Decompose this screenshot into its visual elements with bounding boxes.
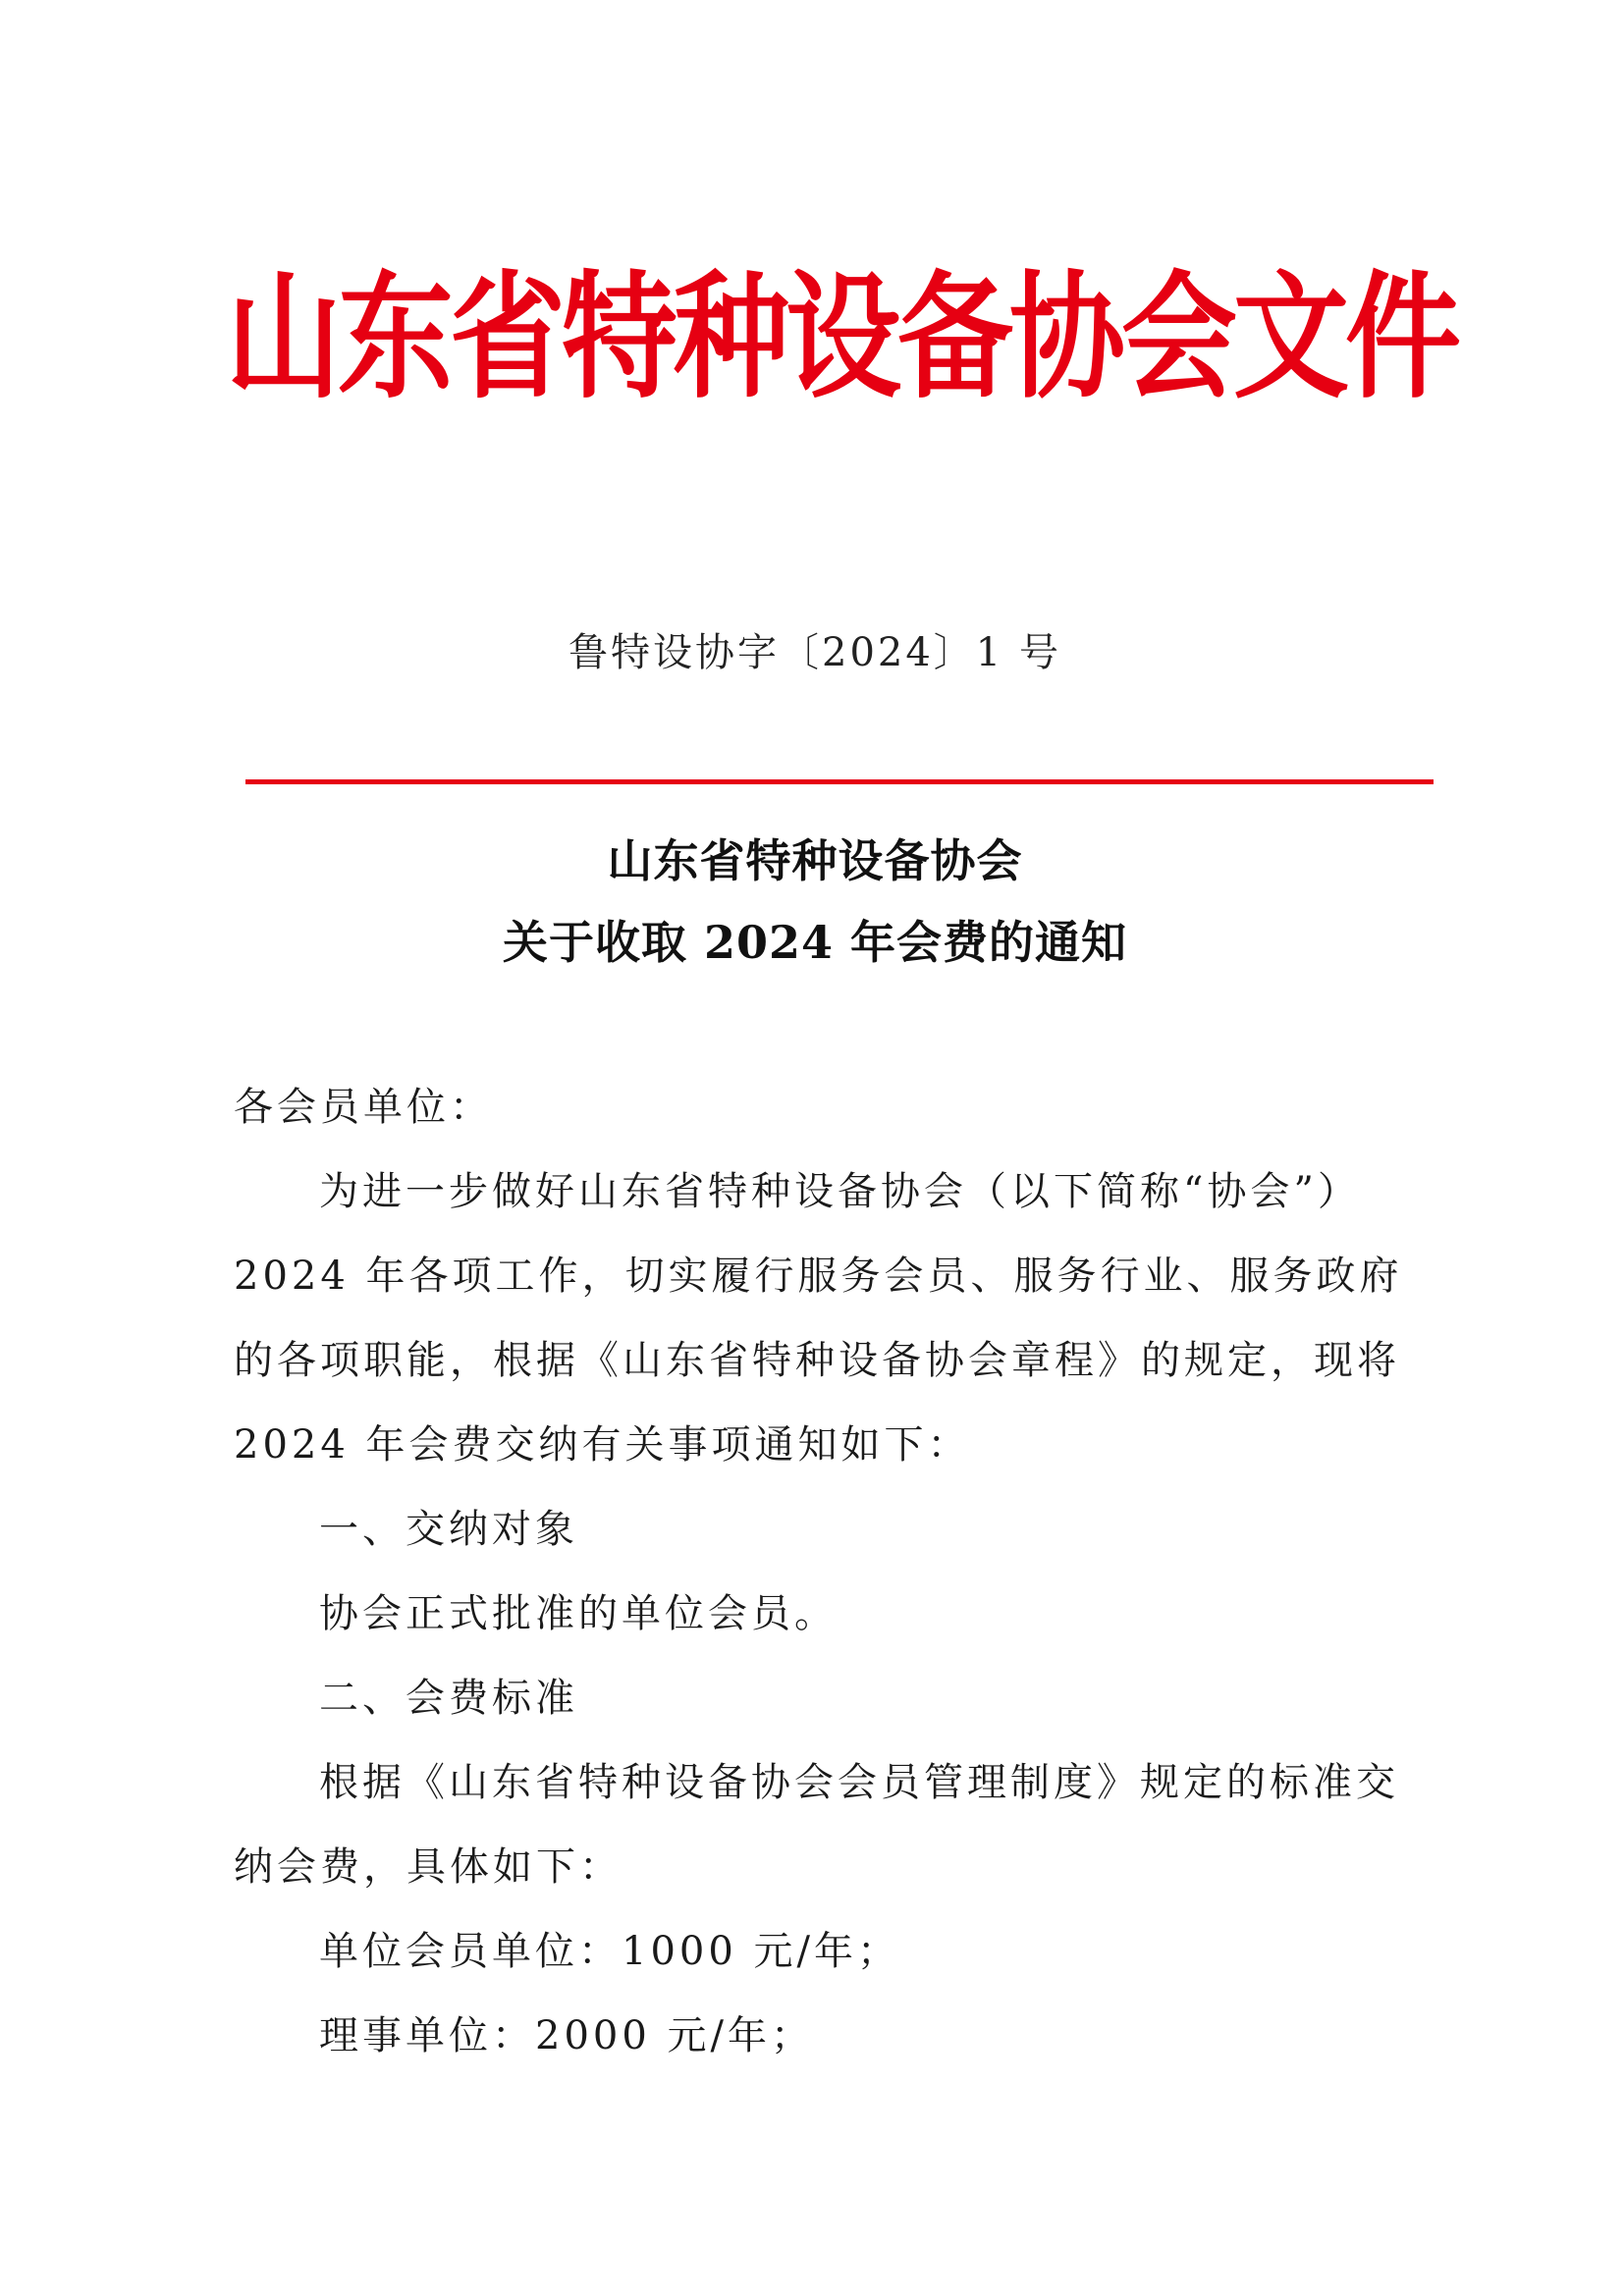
paragraph-1-line-4: 2024 年会费交纳有关事项通知如下： [234,1422,971,1468]
paragraph-1-line-1: 为进一步做好山东省特种设备协会（以下简称“协会”） [319,1169,1361,1214]
section-2-heading: 二、会费标准 [319,1676,578,1721]
salutation: 各会员单位： [234,1085,493,1130]
paragraph-1-line-2: 2024 年各项工作，切实履行服务会员、服务行业、服务政府 [234,1254,1403,1299]
red-divider-line [245,779,1434,784]
section-1-heading: 一、交纳对象 [319,1507,578,1552]
fee-director-unit: 理事单位：2000 元/年； [319,2013,814,2058]
section-2-line-1: 根据《山东省特种设备协会会员管理制度》规定的标准交 [319,1760,1399,1805]
notice-title-line-2: 关于收取 2024 年会费的通知 [502,916,1128,969]
notice-title-line-1: 山东省特种设备协会 [607,834,1023,887]
section-1-text: 协会正式批准的单位会员。 [319,1591,838,1636]
section-2-line-2: 纳会费，具体如下： [234,1844,623,1890]
paragraph-1-line-3: 的各项职能，根据《山东省特种设备协会章程》的规定，现将 [234,1338,1400,1383]
document-number: 鲁特设协字〔2024〕1 号 [568,630,1061,675]
fee-member-unit: 单位会员单位：1000 元/年； [319,1929,900,1974]
red-header-title: 山东省特种设备协会文件 [226,257,1458,417]
